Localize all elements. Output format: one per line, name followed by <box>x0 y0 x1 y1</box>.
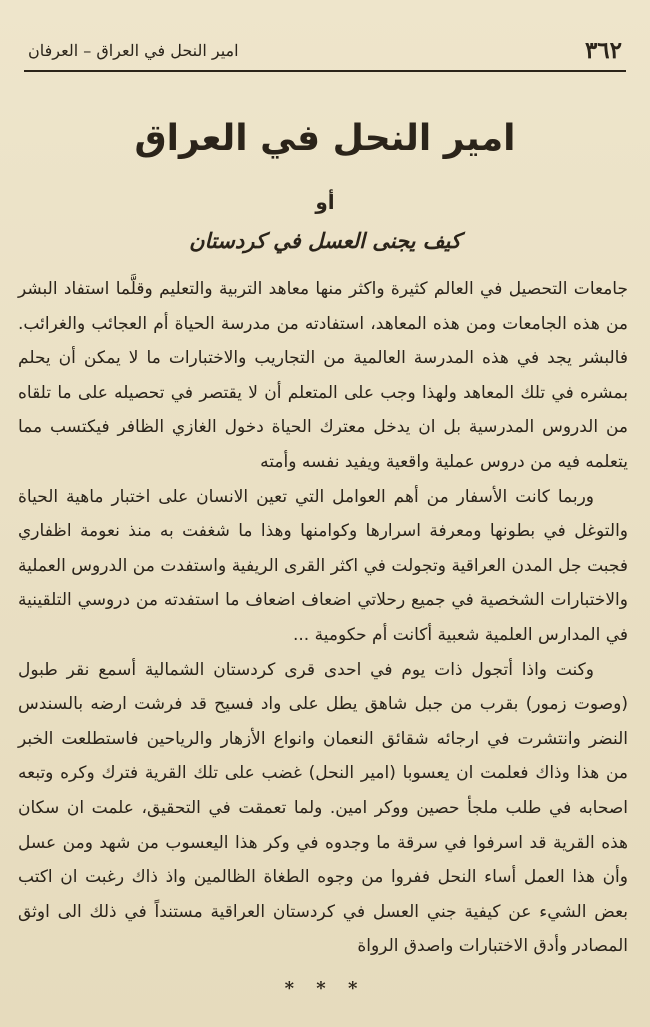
header-rule <box>24 70 626 72</box>
title-conjunction: أو <box>315 190 335 214</box>
paragraph: جامعات التحصيل في العالم كثيرة واكثر منها معاهد التربية والتعليم وقلَّما استفاد البشر من هذه الجامعات ومن هذه المعاهد، استفادته من مدرسة الحياة أم العجائب والغرائب. فالبشر يجد في هذه المدرسة العالمية من التجاريب والاختبارات ما لا يمكن أن يحلم بمشره في تلك المعاهد ولهذا وجب على المتعلم أن لا يقتصر في تحصيله على ما تلقاه من الدروس المدرسية بل ان يدخل معترك الحياة دخول الغازي الظافر فيكتسب مما يتعلمه فيه من دروس عملية واقعية ويفيد نفسه وأمته <box>18 279 628 472</box>
running-title: امير النحل في العراق – العرفان <box>28 40 239 60</box>
paragraph: وكنت واذا أتجول ذات يوم في احدى قرى كردستان الشمالية أسمع نقر طبول (وصوت زمور) بقرب من جبل شاهق يطل على واد فسيح قد فرشت ارضه بالسندس النضر وانتشرت في ارجائه شقائق النعمان وانواع الأزهار والرياحين فاستطلعت الخبر من هذا وذاك فعلمت ان يعسوبا (امير النحل) غضب على تلك القرية فترك وكره وتبعه اصحابه في طلب ملجأ حصين ووكر امين. ولما تعمقت في التحقيق، علمت ان سكان هذه القرية قد اسرفوا في سرقة ما وجدوه في وكر هذا اليعسوب من شهد ومن عسل وأن هذا العمل أساء النحل ففروا من وجوه الطغاة الظالمين واذ ذاك رغبت ان اكتب بعض الشيء عن كيفية جني العسل في كردستان العراقية مستنداً في ذلك الى اوثق المصادر وأدق الاختبارات واصدق الرواة <box>18 659 628 957</box>
page-number: ٣٦٢ <box>584 36 622 64</box>
section-end-asterisks: * * * <box>284 978 366 999</box>
page-header <box>28 34 622 66</box>
article-title: امير النحل في العراق <box>134 118 516 159</box>
article-body <box>18 272 628 964</box>
article-subtitle: كيف يجنى العسل في كردستان <box>189 228 461 253</box>
paragraph: وربما كانت الأسفار من أهم العوامل التي تعين الانسان على اختبار ماهية الحياة والتوغل في بطونها ومعرفة اسرارها وكوامنها وهذا ما شغفت به منذ نعومة اظفاري فجبت جل المدن العراقية وتجولت في اكثر القرى الريفية واستفدت من الدروس العملية والاختبارات الشخصية في جميع رحلاتي اضعاف اضعاف ما استفدته من دروسي التلقينية في المدارس العلمية شعبية أكانت أم حكومية ... <box>18 486 628 645</box>
